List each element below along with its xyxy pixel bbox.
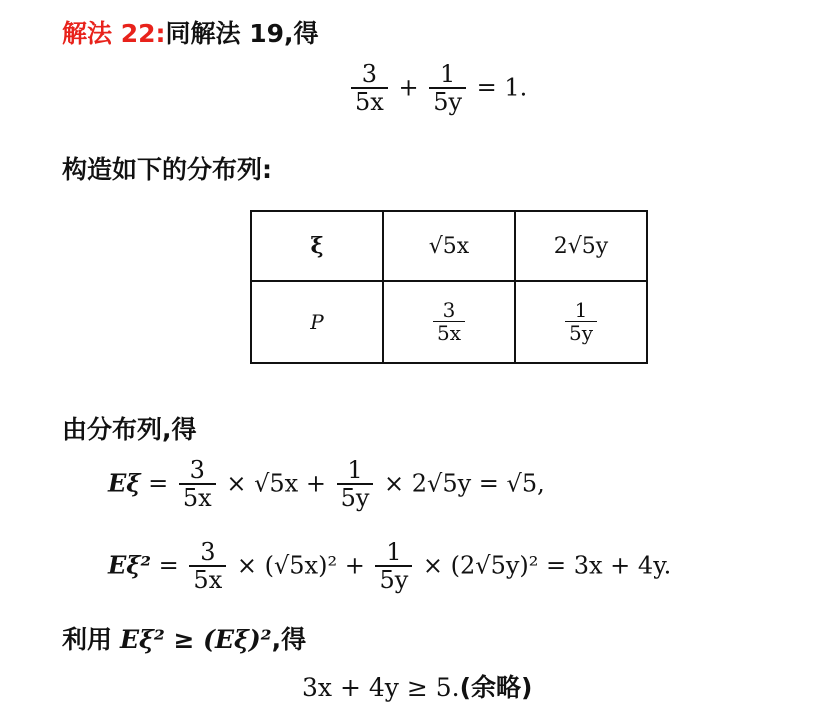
eq2-fraction-1 (179, 458, 216, 512)
table-head-xi: ξ (251, 211, 383, 281)
solution-label: 解法 22: (62, 19, 166, 48)
final-tail: (余略) (459, 673, 533, 702)
table-cell-2sqrt5y: 2√5y (515, 211, 647, 281)
use-tail: ,得 (271, 625, 307, 654)
eq3-frac2-den: 5y (375, 565, 412, 593)
prob-1-den: 5x (433, 321, 465, 344)
eq1-plus: + (398, 73, 419, 102)
table-row-probabilities (251, 281, 647, 363)
eq2-lhs: Eξ (108, 468, 141, 498)
table-head-p: P (251, 281, 383, 363)
use-inequality-line (62, 620, 306, 656)
eq2-fraction-2 (337, 458, 374, 512)
eq3-frac2-num: 1 (386, 538, 402, 566)
final-line (302, 668, 532, 704)
eq2-equals: = (148, 469, 169, 498)
use-inequality: Eξ² ≥ (Eξ)² (119, 625, 272, 654)
prob-1-fraction (433, 300, 465, 344)
header-line (62, 14, 319, 50)
prob-1-num: 3 (442, 298, 456, 322)
prob-2-num: 1 (574, 298, 588, 322)
eq3-mid-2: × (2√5y)² = 3x + 4y. (422, 551, 672, 580)
use-text: 利用 (62, 625, 113, 654)
eq1-frac2-num: 1 (439, 60, 456, 88)
eq1-frac1-num: 3 (361, 60, 378, 88)
table-cell-prob-1 (383, 281, 515, 363)
eq1-frac2-den: 5y (429, 87, 466, 115)
eq1-fraction-1 (351, 62, 388, 116)
eq2-frac1-den: 5x (179, 483, 216, 511)
eq3-fraction-1 (189, 540, 226, 594)
eq3-frac1-den: 5x (189, 565, 226, 593)
equation-2 (108, 458, 545, 512)
eq3-mid-1: × (√5x)² + (236, 551, 365, 580)
eq2-mid-1: × √5x + (226, 469, 326, 498)
eq1-frac1-den: 5x (351, 87, 388, 115)
table-row-values (251, 211, 647, 281)
eq2-frac1-num: 3 (189, 456, 205, 484)
final-inequality: 3x + 4y ≥ 5. (302, 673, 460, 702)
from-distribution-text: 由分布列,得 (62, 415, 197, 444)
eq1-rhs: = 1. (476, 73, 528, 102)
eq3-lhs: Eξ² (108, 550, 152, 580)
header-text: 同解法 19,得 (165, 19, 319, 48)
distribution-table (250, 210, 648, 364)
table-cell-prob-2 (515, 281, 647, 363)
eq2-frac2-num: 1 (347, 456, 363, 484)
eq2-mid-2: × 2√5y = √5, (384, 469, 545, 498)
equation-3 (108, 540, 671, 594)
eq3-frac1-num: 3 (200, 538, 216, 566)
eq2-frac2-den: 5y (337, 483, 374, 511)
prob-2-fraction (565, 300, 597, 344)
construct-text: 构造如下的分布列: (62, 155, 272, 184)
eq1-fraction-2 (429, 62, 466, 116)
eq3-equals: = (158, 551, 179, 580)
equation-1 (348, 62, 527, 116)
eq3-fraction-2 (375, 540, 412, 594)
table-cell-sqrt5x: √5x (383, 211, 515, 281)
prob-2-den: 5y (565, 321, 597, 344)
